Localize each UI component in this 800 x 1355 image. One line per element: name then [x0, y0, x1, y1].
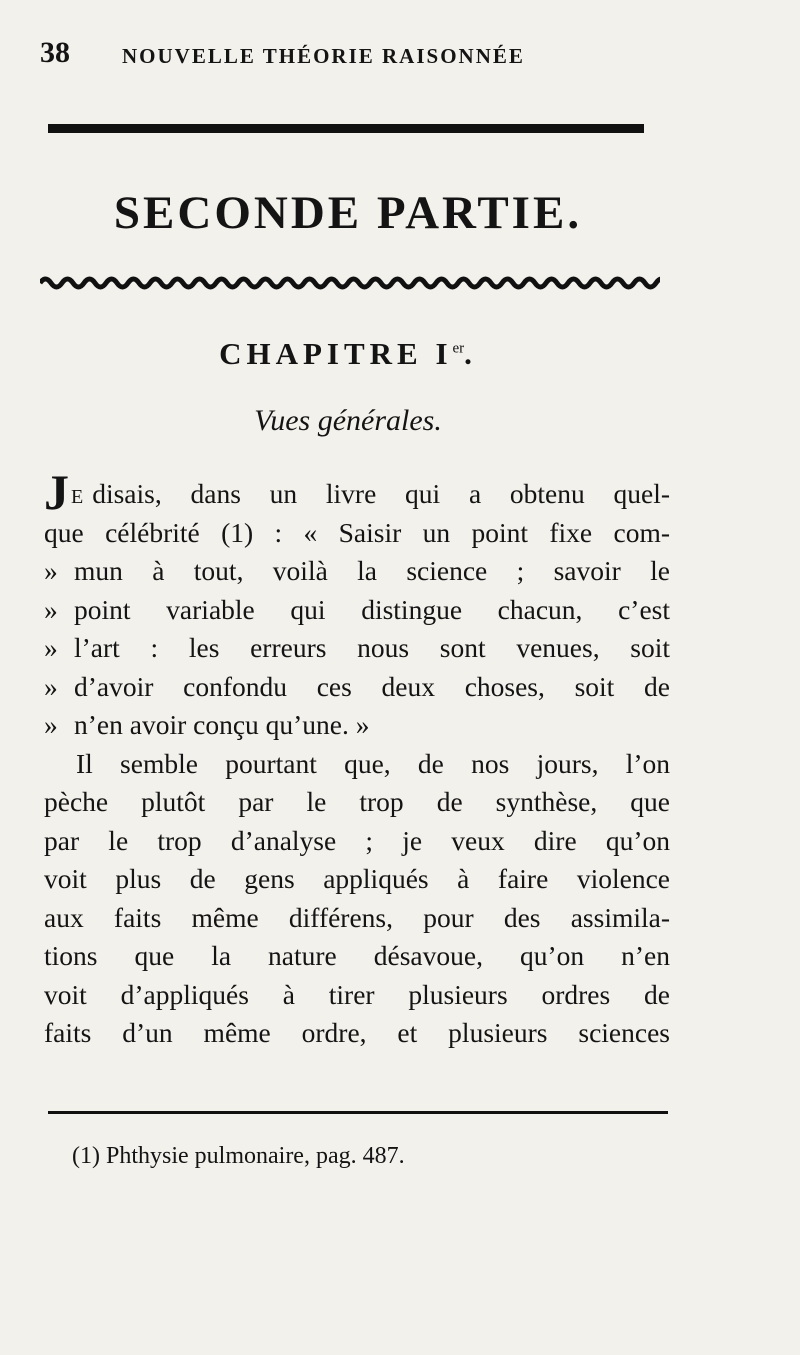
- quote-mark: »: [44, 709, 58, 740]
- text-line: [44, 629, 670, 668]
- text-line: voit d’appliqués à tirer plusieurs ordres de: [44, 978, 670, 1010]
- quote-mark: »: [44, 555, 58, 586]
- text-line: [44, 591, 670, 630]
- line-text: n’en avoir conçu qu’une. »: [74, 709, 370, 740]
- text-line: pèche plutôt par le trop de synthèse, que: [44, 786, 670, 817]
- header-rule: [48, 124, 644, 133]
- text-line: tions que la nature désavoue, qu’on n’en: [44, 940, 670, 971]
- line-text: disais, dans un livre qui a obtenu quel-: [92, 478, 670, 509]
- text-line: aux faits même différens, pour des assimila-: [44, 901, 670, 933]
- text-line: [44, 552, 670, 591]
- text-line: [44, 706, 670, 745]
- text-line: faits d’un même ordre, et plusieurs sciences: [44, 1017, 670, 1048]
- small-cap: E: [71, 486, 85, 508]
- chapter-ordinal-suffix: er: [452, 340, 465, 357]
- part-title: SECONDE PARTIE.: [113, 187, 583, 239]
- chapter-label: CHAPITRE I: [219, 336, 453, 371]
- text-line: [44, 668, 670, 707]
- quote-mark: »: [44, 670, 58, 702]
- section-title: Vues générales.: [254, 404, 442, 437]
- text-line: voit plus de gens appliqués à faire violence: [44, 863, 670, 894]
- chapter-period: .: [464, 336, 477, 371]
- chapter-title: [48, 336, 648, 372]
- page-number: 38: [40, 36, 70, 69]
- drop-cap: J: [44, 464, 69, 520]
- line-text: mun à tout, voilà la science ; savoir le: [74, 555, 670, 586]
- body-text: [44, 464, 670, 1053]
- line-text: l’art : les erreurs nous sont venues, soit: [74, 632, 670, 663]
- line-text: point variable qui distingue chacun, c’est: [74, 593, 670, 625]
- quote-mark: »: [44, 632, 58, 663]
- text-line: que célébrité (1) : « Saisir un point fixe com-: [44, 516, 670, 548]
- quote-mark: »: [44, 593, 58, 625]
- ornamental-wavy-rule: [40, 272, 660, 294]
- running-title: NOUVELLE THÉORIE RAISONNÉE: [122, 44, 525, 68]
- footnote: (1) Phthysie pulmonaire, pag. 487.: [72, 1143, 405, 1169]
- footnote-rule: [48, 1111, 668, 1114]
- running-head: [40, 36, 660, 76]
- line-text: d’avoir confondu ces deux choses, soit de: [74, 670, 670, 702]
- text-line: par le trop d’analyse ; je veux dire qu’on: [44, 824, 670, 856]
- text-line: [44, 464, 670, 520]
- text-line: Il semble pourtant que, de nos jours, l’on: [76, 747, 670, 779]
